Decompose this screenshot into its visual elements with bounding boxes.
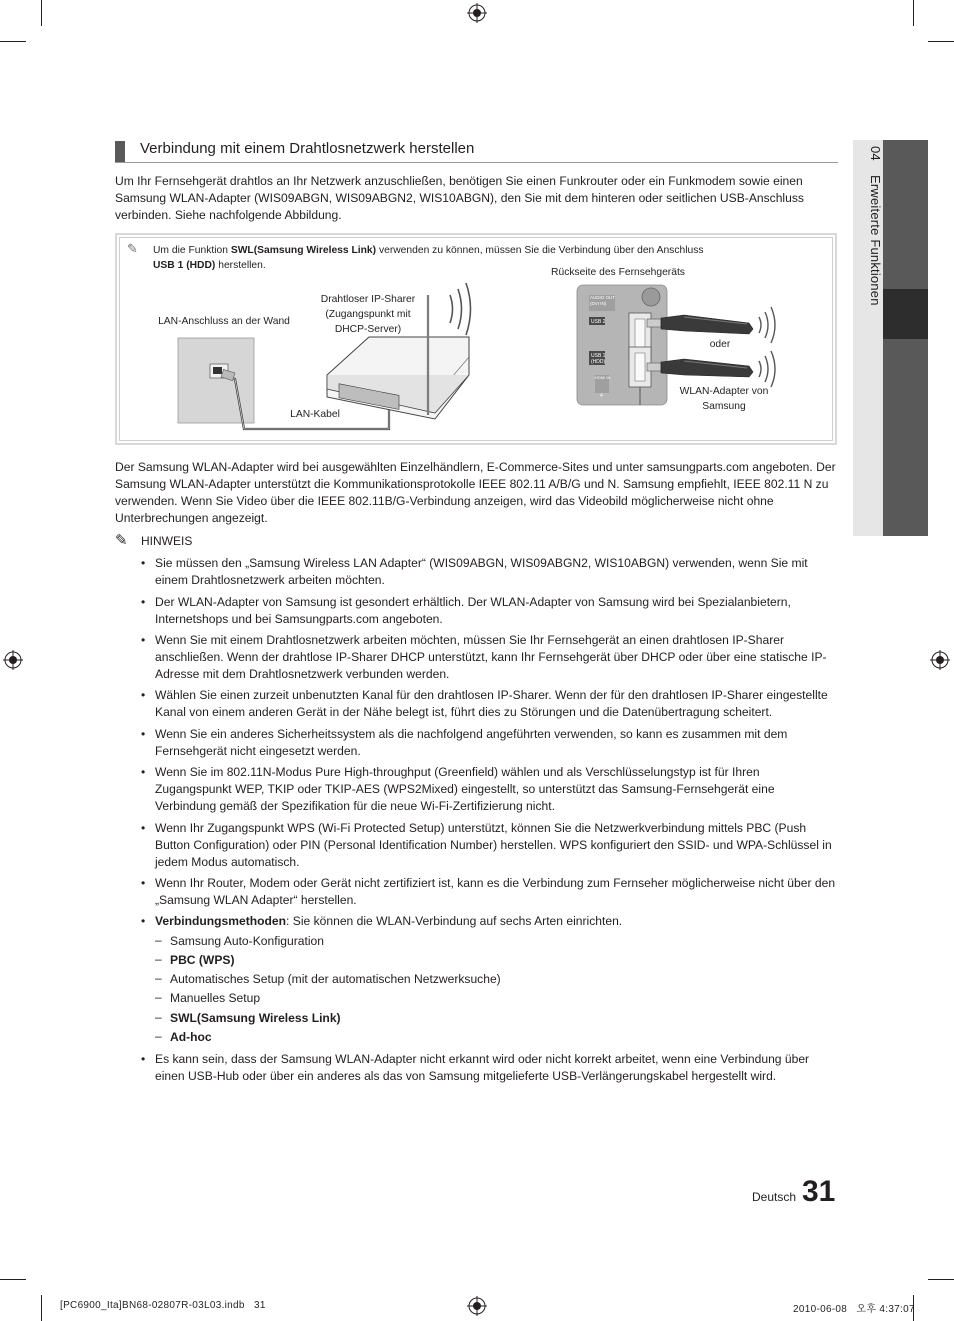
bullet-icon: • <box>141 765 146 779</box>
registration-mark-icon <box>3 650 23 670</box>
chapter-number: 04 <box>868 146 883 161</box>
pencil-note-icon: ✎ <box>127 241 138 256</box>
side-tab-active-marker <box>883 289 928 339</box>
page-language: Deutsch <box>752 1190 797 1204</box>
bullet-icon: • <box>141 688 146 702</box>
bullet-icon: • <box>141 633 146 647</box>
sub-list-item: Automatisches Setup (mit der automatischen Netzwerksuche) <box>170 972 501 986</box>
panel-dvi-label: (DVI IN) <box>590 301 607 306</box>
pencil-note-icon: ✎ <box>115 532 128 549</box>
list-item: Wenn Ihr Router, Modem oder Gerät nicht zertifiziert ist, kann es die Verbindung zum Fernseher möglicherweise nicht über den „Samsung WLAN Adapter“ herstellen. <box>155 876 836 907</box>
section-title-bar <box>115 141 125 162</box>
sub-list-item: Samsung Auto-Konfiguration <box>170 934 324 948</box>
footer-file-info: [PC6900_Ita]BN68-02807R-03L03.indb 31 <box>60 1300 266 1311</box>
figure-note-text: verwenden zu können, müssen Sie die Verbindung über den Anschluss <box>376 245 704 256</box>
list-item-methods <box>155 913 837 930</box>
list-item: Der WLAN-Adapter von Samsung ist gesondert erhältlich. Der WLAN-Adapter von Samsung wird bei Spezialanbietern, Internetshops und bei Samsungparts.com angeboten. <box>155 595 791 626</box>
dash-icon: – <box>155 933 162 947</box>
crop-mark <box>41 1295 42 1321</box>
list-item: Sie müssen den „Samsung Wireless LAN Adapter“ (WIS09ABGN, WIS09ABGN2, WIS10ABGN) verwenden, wenn Sie mit einem Drahtlosnetzwerk arbeiten möchten. <box>155 556 808 587</box>
footer-timestamp: 2010-06-08 오후 4:37:07 <box>793 1304 915 1315</box>
registration-mark-icon <box>467 1296 487 1316</box>
wireless-signal-icon <box>450 283 471 335</box>
bullet-icon: • <box>141 876 146 890</box>
bullet-icon: • <box>141 595 146 609</box>
sub-list-item: Manuelles Setup <box>170 991 261 1005</box>
network-diagram <box>119 237 833 441</box>
sub-list-item-bold: Ad-hoc <box>170 1030 212 1044</box>
panel-hdd-label: (HDD) <box>591 359 606 365</box>
sub-list-item-bold: SWL(Samsung Wireless Link) <box>170 1011 341 1025</box>
sub-list-item <box>170 1029 212 1046</box>
page-number: 31 <box>802 1175 836 1208</box>
list-item: Es kann sein, dass der Samsung WLAN-Adapter nicht erkannt wird oder nicht korrekt arbeitet, wenn eine Verbindung über einen USB-Hub oder über ein anderes als das von Samsung mitgelieferte USB-Verlängerungskabel hergestellt wird. <box>155 1052 810 1083</box>
crop-mark <box>41 0 42 26</box>
crop-mark <box>928 41 954 42</box>
bullet-icon: • <box>141 821 146 835</box>
tv-back-label: Rückseite des Fernsehgeräts <box>551 267 685 278</box>
router-label-line: (Zugangspunkt mit <box>325 309 411 320</box>
crop-mark <box>913 0 914 26</box>
dash-icon: – <box>155 1029 162 1043</box>
sub-list-item-bold: PBC (WPS) <box>170 953 235 967</box>
dash-icon: – <box>155 1010 162 1024</box>
bullet-icon: • <box>141 914 146 928</box>
figure-note-text: herstellen. <box>215 260 266 271</box>
methods-label: Verbindungsmethoden <box>155 914 287 928</box>
router-label-line: DHCP-Server) <box>334 324 402 335</box>
section-rule <box>115 162 838 163</box>
adapter-label-line: WLAN-Adapter von <box>679 386 769 397</box>
panel-hdmi-label: HDMI IN <box>595 375 611 380</box>
figure-note-swl: SWL(Samsung Wireless Link) <box>230 245 377 256</box>
wall-port-label: LAN-Anschluss an der Wand <box>158 316 290 327</box>
registration-mark-icon <box>467 3 487 23</box>
tv-back-panel-icon <box>577 285 667 405</box>
list-item: Wenn Sie im 802.11N-Modus Pure High-throughput (Greenfield) wählen und als Verschlüsselungstyp ist für Ihren Zugangspunkt WEP, TKIP oder TKIP-AES (WPS2Mixed) eingestellt, so unterstützt das Samsung-Fernsehgerät eine Verbindung gemäß der Spezifikation für die neue Wi-Fi-Zertifizierung nicht. <box>155 765 775 813</box>
bullet-icon: • <box>141 727 146 741</box>
registration-mark-icon <box>930 650 950 670</box>
intro-paragraph: Um Ihr Fernsehgerät drahtlos an Ihr Netzwerk anzuschließen, benötigen Sie einen Funkrouter oder ein Funkmodem sowie einen Samsung WLAN-Adapter (WIS09ABGN, WIS09ABGN2, WIS10ABGN), den Sie mit dem hinteren oder seitlichen USB-Anschluss verbinden. Siehe nachfolgende Abbildung. <box>115 174 804 222</box>
panel-hdmi-number: 4 <box>600 393 603 399</box>
wireless-signal-icon <box>759 307 775 387</box>
sub-list-item <box>170 952 235 969</box>
dash-icon: – <box>155 952 162 966</box>
panel-usb2-label: USB 2 <box>591 319 606 325</box>
wall-outlet-icon <box>178 338 254 423</box>
list-item: Wenn Ihr Zugangspunkt WPS (Wi-Fi Protected Setup) unterstützt, können Sie die Netzwerkverbindung mittels PBC (Push Button Configuration) oder PIN (Personal Identification Number) herstellen. WPS konfiguriert den SSID- und WPA-Schlüssel in jedem Modus automatisch. <box>155 821 832 869</box>
list-item: Wenn Sie mit einem Drahtlosnetzwerk arbeiten möchten, müssen Sie Ihr Fernsehgerät an einen drahtlosen IP-Sharer anschließen. Wenn der drahtlose IP-Sharer DHCP unterstützt, kann Ihr Fernsehgerät über DHCP oder über eine statische IP-Adresse mit dem Drahtlosnetzwerk verbunden werden. <box>155 633 827 681</box>
adapter-availability-paragraph: Der Samsung WLAN-Adapter wird bei ausgewählten Einzelhändlern, E-Commerce-Sites und unter samsungparts.com angeboten. Der Samsung WLAN-Adapter unterstützt die Kommunikationsprotokolle IEEE 802.11 A/B/G und N. Samsung empfiehlt, IEEE 802.11 N zu verwenden. Wenn Sie Video über die IEEE 802.11B/G-Verbindung anzeigen, wird das Videobild möglicherweise nicht ohne Unterbrechungen angezeigt. <box>115 460 836 525</box>
figure-note-usb: USB 1 (HDD) <box>153 260 216 271</box>
dash-icon: – <box>155 971 162 985</box>
dash-icon: – <box>155 990 162 1004</box>
crop-mark <box>0 41 26 42</box>
chapter-title: Erweiterte Funktionen <box>868 174 883 306</box>
lan-cable-label: LAN-Kabel <box>290 409 340 420</box>
sub-list-item <box>170 1010 341 1027</box>
wireless-router-icon <box>327 295 469 419</box>
notes-heading: HINWEIS <box>141 534 193 548</box>
bullet-icon: • <box>141 556 146 570</box>
adapter-label-line: Samsung <box>702 401 746 412</box>
bullet-icon: • <box>141 1052 146 1066</box>
panel-audio-out-label: AUDIO OUT <box>590 295 616 300</box>
router-label-line: Drahtloser IP-Sharer <box>320 294 416 305</box>
panel-usb1-label: USB 1 <box>591 353 606 359</box>
section-title: Verbindung mit einem Drahtlosnetzwerk herstellen <box>140 140 475 157</box>
methods-text: : Sie können die WLAN-Verbindung auf sechs Arten einrichten. <box>286 914 623 928</box>
list-item: Wenn Sie ein anderes Sicherheitssystem als die nachfolgend angeführten verwenden, so kann es zusammen mit dem Fernsehgerät nicht eingesetzt werden. <box>155 727 788 758</box>
crop-mark <box>928 1279 954 1280</box>
figure-note-text: Um die Funktion <box>153 245 231 256</box>
or-label: oder <box>709 339 731 350</box>
crop-mark <box>0 1279 26 1280</box>
side-tab-label <box>868 146 883 305</box>
list-item: Wählen Sie einen zurzeit unbenutzten Kanal für den drahtlosen IP-Sharer. Wenn der für den drahtlosen IP-Sharer eingestellte Kanal von einem anderen Gerät in der Nähe belegt ist, führt dies zu Störungen und die Datenübertragung scheitert. <box>155 688 828 719</box>
